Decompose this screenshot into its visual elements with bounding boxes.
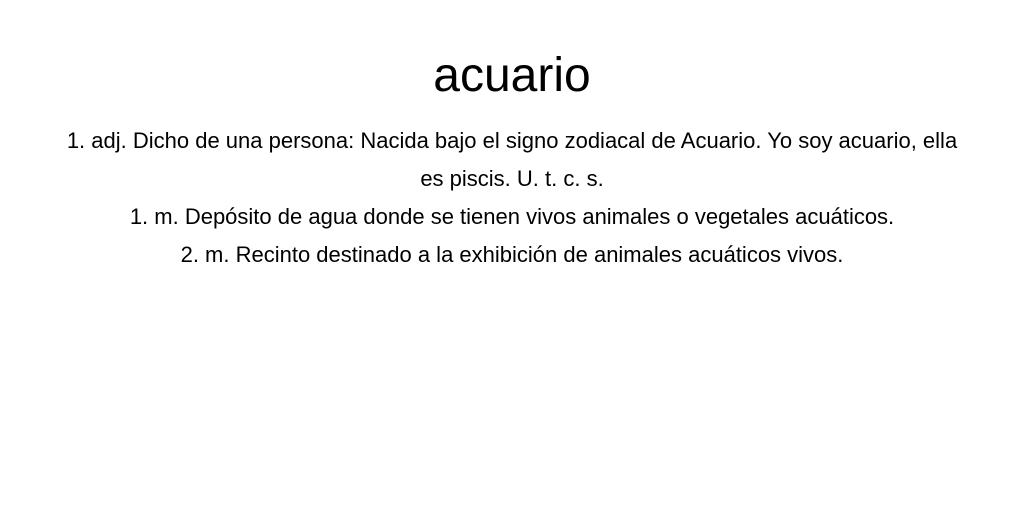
definition-list: [62, 122, 962, 274]
headword: acuario: [433, 49, 591, 102]
definition-item: 1. adj. Dicho de una persona: Nacida bajo el signo zodiacal de Acuario. Yo soy acuario, ella es piscis. U. t. c. s.: [66, 128, 958, 191]
definition-item: 2. m. Recinto destinado a la exhibición de animales acuáticos vivos.: [180, 242, 844, 267]
definition-item: 1. m. Depósito de agua donde se tienen vivos animales o vegetales acuáticos.: [129, 204, 895, 229]
